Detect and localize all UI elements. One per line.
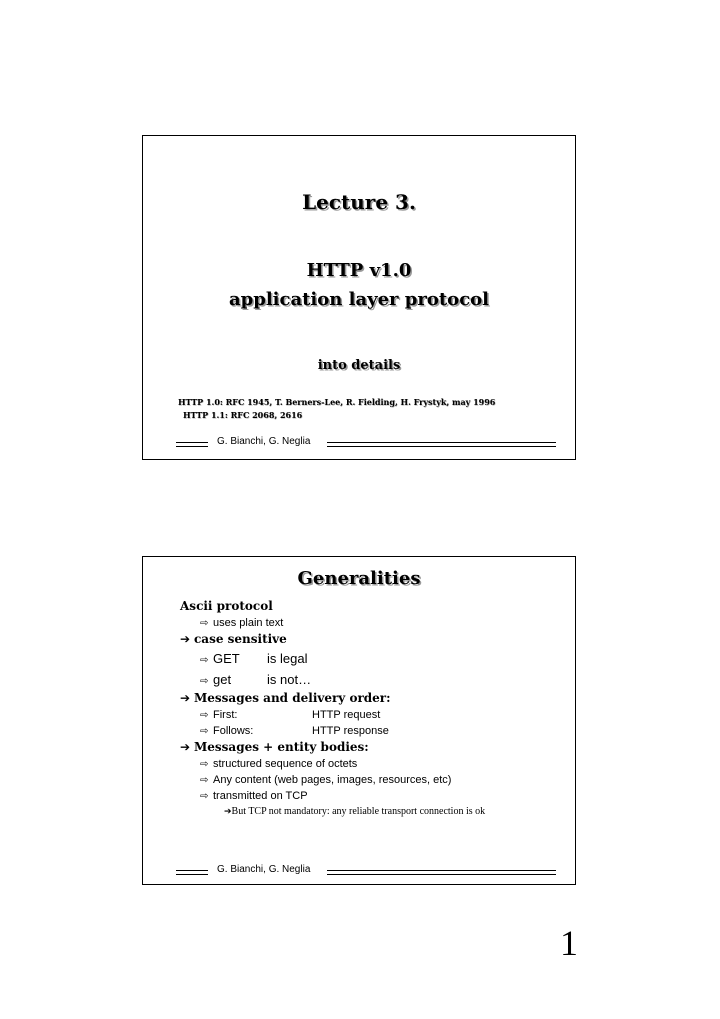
subtitle-line-1: HTTP v1.0 <box>306 260 412 281</box>
reference-line-1: HTTP 1.0: RFC 1945, T. Berners-Lee, R. Fielding, H. Frystyk, may 1996 <box>178 397 496 407</box>
hollow-right-arrow-icon: ⇨ <box>200 618 209 629</box>
heading-text: case sensitive <box>194 632 287 646</box>
sub-bullet-text: Any content (web pages, images, resources, etc) <box>213 774 452 786</box>
tagline: into details <box>317 358 401 373</box>
sub-bullet-text: structured sequence of octets <box>213 758 358 770</box>
bullet-heading <box>180 739 565 756</box>
bullet-heading <box>180 631 565 648</box>
sub-bullet-term: Follows: <box>213 725 254 737</box>
sub-bullet <box>180 648 565 669</box>
sub-bullet-text: transmitted on TCP <box>213 790 308 802</box>
sub-bullet <box>180 707 565 723</box>
heading-text: Ascii protocol <box>180 599 273 613</box>
footer-divider-left <box>176 442 208 447</box>
sub-bullet-term: get <box>213 672 232 687</box>
right-arrow-icon: ➔ <box>224 807 232 817</box>
sub-bullet <box>180 723 565 739</box>
footer-authors: G. Bianchi, G. Neglia <box>217 864 311 875</box>
footer-authors: G. Bianchi, G. Neglia <box>217 436 311 447</box>
heading-text: Messages + entity bodies: <box>194 740 369 754</box>
sub-bullet-desc: is legal <box>267 651 308 666</box>
heading-text: Messages and delivery order: <box>194 691 391 705</box>
footer-divider-right <box>327 870 556 875</box>
sub-bullet-term: GET <box>213 651 240 666</box>
bullet-heading <box>180 690 565 707</box>
footer-divider-right <box>327 442 556 447</box>
sub-bullet-term: First: <box>213 709 238 721</box>
sub-bullet-desc: HTTP request <box>312 709 381 721</box>
sub-bullet <box>180 756 565 772</box>
sub-bullet-desc: HTTP response <box>312 725 389 737</box>
sub-bullet-text: uses plain text <box>213 617 284 629</box>
footer-divider-left <box>176 870 208 875</box>
hollow-right-arrow-icon: ⇨ <box>200 775 209 786</box>
hollow-right-arrow-icon: ⇨ <box>200 726 209 737</box>
slide-footer <box>143 436 575 452</box>
sub-bullet <box>180 669 565 690</box>
hollow-right-arrow-icon: ⇨ <box>200 676 209 687</box>
sub-bullet <box>180 788 565 804</box>
generalities-title: Generalities <box>297 568 421 589</box>
slide-footer <box>143 864 575 880</box>
sub-bullet <box>180 772 565 788</box>
slide-generalities <box>142 556 576 885</box>
hollow-right-arrow-icon: ⇨ <box>200 759 209 770</box>
slide-body <box>180 598 565 820</box>
right-arrow-icon: ➔ <box>180 740 191 754</box>
sub-sub-bullet <box>180 804 565 820</box>
slide-lecture-title <box>142 135 576 460</box>
lecture-title: Lecture 3. <box>302 190 416 214</box>
hollow-right-arrow-icon: ⇨ <box>200 655 209 666</box>
right-arrow-icon: ➔ <box>180 691 191 705</box>
sub-bullet-desc: is not… <box>267 672 312 687</box>
sub-bullet <box>180 615 565 631</box>
hollow-right-arrow-icon: ⇨ <box>200 710 209 721</box>
hollow-right-arrow-icon: ⇨ <box>200 791 209 802</box>
bullet-heading <box>180 598 565 615</box>
sub-sub-bullet-text: But TCP not mandatory: any reliable transport connection is ok <box>231 806 486 817</box>
page-number: 1 <box>560 923 578 963</box>
right-arrow-icon: ➔ <box>180 632 191 646</box>
reference-line-2: HTTP 1.1: RFC 2068, 2616 <box>183 410 303 420</box>
subtitle-line-2: application layer protocol <box>228 289 489 310</box>
